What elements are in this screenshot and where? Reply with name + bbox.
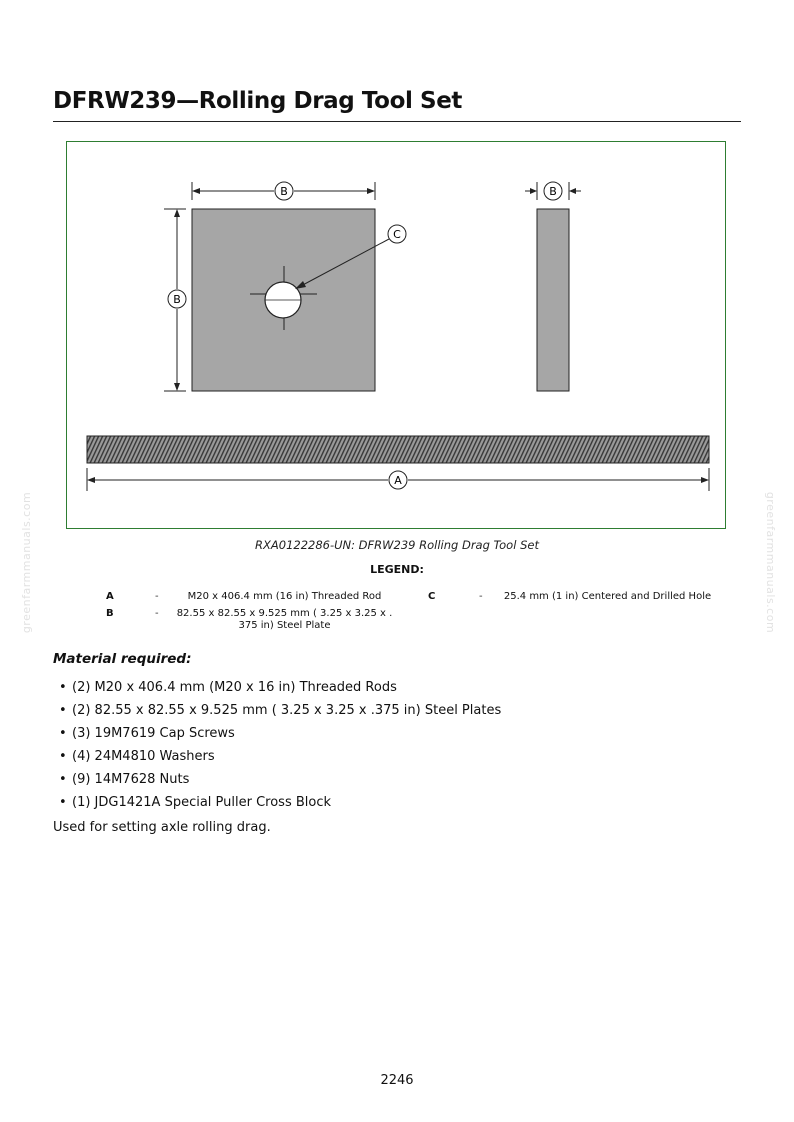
- page-number: 2246: [380, 1073, 414, 1088]
- legend-dash: -: [155, 591, 159, 602]
- bullet-icon: •: [59, 772, 67, 787]
- figure-frame: [66, 141, 726, 529]
- legend-desc-b: 82.55 x 82.55 x 9.525 mm ( 3.25 x 3.25 x . 375 in) Steel Plate: [176, 608, 393, 631]
- svg-text:B: B: [173, 293, 181, 306]
- list-item: • (9) 14M7628 Nuts: [53, 768, 501, 791]
- legend-desc-c: 25.4 mm (1 in) Centered and Drilled Hole: [503, 591, 712, 602]
- list-item: • (4) 24M4810 Washers: [53, 745, 501, 768]
- bullet-icon: •: [59, 680, 67, 695]
- title-divider: [53, 121, 741, 122]
- svg-text:A: A: [394, 474, 402, 487]
- legend-item-b: [106, 608, 114, 620]
- watermark-left: greenfarmmanuals.com: [20, 491, 34, 634]
- svg-text:B: B: [549, 185, 557, 198]
- materials-list: [53, 676, 501, 814]
- legend-title: LEGEND:: [370, 563, 424, 576]
- svg-text:B: B: [280, 185, 288, 198]
- legend-desc-a: M20 x 406.4 mm (16 in) Threaded Rod: [187, 591, 382, 602]
- legend-key: A: [106, 591, 114, 602]
- bullet-icon: •: [59, 795, 67, 810]
- legend-key: B: [106, 608, 114, 619]
- list-item: • (3) 19M7619 Cap Screws: [53, 722, 501, 745]
- list-item: • (2) 82.55 x 82.55 x 9.525 mm ( 3.25 x 3.25 x .375 in) Steel Plates: [53, 699, 501, 722]
- callout-c: [388, 225, 406, 243]
- bullet-icon: •: [59, 703, 67, 718]
- usage-note: Used for setting axle rolling drag.: [53, 820, 271, 835]
- callout-b-left: [168, 290, 186, 308]
- bullet-icon: •: [59, 726, 67, 741]
- callout-b-top: [275, 182, 293, 200]
- svg-text:C: C: [393, 228, 401, 241]
- list-item: • (2) M20 x 406.4 mm (M20 x 16 in) Threaded Rods: [53, 676, 501, 699]
- steel-plate-edge: [537, 209, 569, 391]
- bullet-icon: •: [59, 749, 67, 764]
- callout-a: [389, 471, 407, 489]
- callout-b-edge: [544, 182, 562, 200]
- tool-set-diagram: [67, 142, 727, 530]
- legend-dash: -: [155, 608, 159, 619]
- legend-item-c: [428, 591, 435, 603]
- legend-item-a: [106, 591, 114, 603]
- page-title: DFRW239—Rolling Drag Tool Set: [53, 88, 463, 114]
- threaded-rod: [87, 436, 709, 463]
- list-item: • (1) JDG1421A Special Puller Cross Block: [53, 791, 501, 814]
- material-required-heading: Material required:: [53, 651, 192, 667]
- figure-caption: RXA0122286-UN: DFRW239 Rolling Drag Tool Set: [255, 538, 539, 552]
- legend-dash: -: [479, 591, 483, 602]
- legend-key: C: [428, 591, 436, 602]
- watermark-right: greenfarmmanuals.com: [764, 491, 778, 634]
